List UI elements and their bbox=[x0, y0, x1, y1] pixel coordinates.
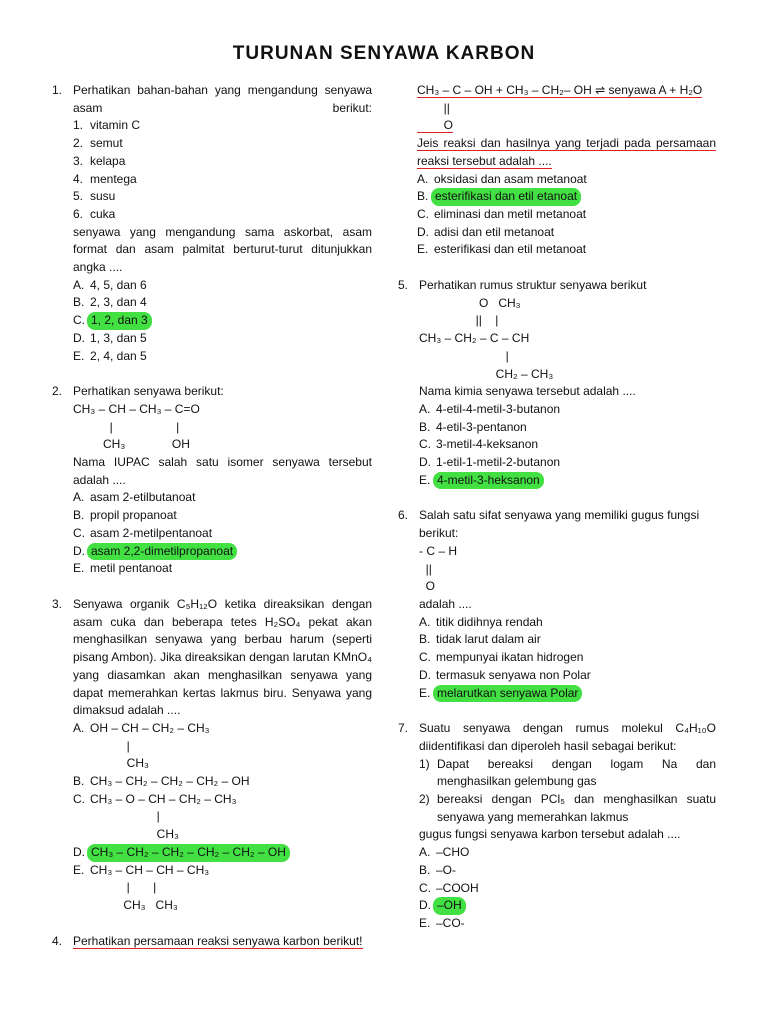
equation-line: CH₃ – C – OH + CH₃ – CH₂– OH ⇌ senyawa A + H₂O bbox=[417, 83, 703, 97]
option-e[interactable] bbox=[419, 472, 716, 490]
list-item bbox=[419, 791, 716, 826]
option-key: E. bbox=[73, 348, 85, 363]
option-key: A. bbox=[419, 845, 431, 860]
question-text: gugus fungsi senyawa karbon tersebut adalah .... bbox=[419, 827, 681, 842]
option-text: 1-etil-1-metil-2-butanon bbox=[436, 455, 561, 470]
question-text: senyawa yang mengandung sama askorbat, asam format dan asam palmitat berturut-turut ditunjukkan angka .... bbox=[73, 224, 372, 275]
option-b[interactable] bbox=[419, 631, 716, 649]
option-key: A. bbox=[419, 614, 431, 629]
option-text: esterifikasi dan etil metanoat bbox=[434, 242, 587, 257]
option-text: bereaksi dengan PCl₅ dan menghasilkan suatu senyawa yang memerahkan lakmus bbox=[437, 792, 716, 824]
answer-options bbox=[73, 277, 372, 366]
option-b[interactable] bbox=[73, 507, 372, 525]
option-text: titik didihnya rendah bbox=[436, 614, 543, 629]
option-d[interactable] bbox=[419, 454, 716, 472]
option-key: D. bbox=[417, 224, 429, 239]
option-key: B. bbox=[419, 632, 431, 647]
option-key: 4. bbox=[73, 171, 84, 186]
answer-options bbox=[73, 489, 372, 578]
option-text: metil pentanoat bbox=[90, 561, 173, 576]
reaction-equation bbox=[417, 82, 716, 100]
question-text: Nama IUPAC salah satu isomer senyawa tersebut adalah .... bbox=[73, 455, 372, 487]
option-a[interactable] bbox=[417, 171, 716, 189]
option-text: kelapa bbox=[90, 153, 126, 168]
option-key: E. bbox=[419, 472, 431, 487]
question-number: 1. bbox=[52, 83, 63, 97]
question-1 bbox=[52, 82, 372, 365]
option-b[interactable] bbox=[73, 773, 372, 791]
option-b[interactable] bbox=[73, 294, 372, 312]
option-key: 3. bbox=[73, 153, 84, 168]
question-stem: Suatu senyawa dengan rumus molekul C₄H₁₀O diidentifikasi dan diperoleh hasil sebagai berikut: bbox=[419, 721, 716, 753]
answer-options bbox=[417, 171, 716, 260]
option-text: mempunyai ikatan hidrogen bbox=[436, 650, 584, 665]
option-e[interactable] bbox=[417, 241, 716, 259]
underlined-question: Jeis reaksi dan hasilnya yang terjadi pada persamaan reaksi tersebut adalah .... bbox=[417, 136, 716, 168]
option-key: 6. bbox=[73, 206, 84, 221]
question-7 bbox=[398, 720, 716, 932]
option-key: A. bbox=[419, 401, 431, 416]
option-text: oksidasi dan asam metanoat bbox=[434, 171, 587, 186]
option-a[interactable] bbox=[73, 489, 372, 507]
option-key: D. bbox=[419, 455, 431, 470]
option-text: 1, 3, dan 5 bbox=[90, 330, 147, 345]
option-key: E. bbox=[73, 862, 85, 877]
question-stem: Perhatikan senyawa berikut: bbox=[73, 384, 224, 399]
option-c[interactable] bbox=[419, 436, 716, 454]
option-c[interactable] bbox=[419, 649, 716, 667]
option-key: D. bbox=[73, 844, 85, 859]
highlighted-answer: 4-metil-3-heksanon bbox=[433, 472, 544, 490]
question-4 bbox=[52, 933, 372, 951]
option-key: B. bbox=[419, 419, 431, 434]
option-key: C. bbox=[419, 880, 431, 895]
question-3 bbox=[52, 596, 372, 915]
option-text: cuka bbox=[90, 206, 116, 221]
list-item bbox=[419, 756, 716, 791]
option-text: Dapat bereaksi dengan logam Na dan menghasilkan gelembung gas bbox=[437, 756, 716, 789]
option-e[interactable] bbox=[419, 685, 716, 703]
option-b[interactable] bbox=[419, 862, 716, 880]
option-text: adisi dan etil metanoat bbox=[434, 224, 555, 239]
highlighted-answer: esterifikasi dan etil etanoat bbox=[431, 188, 581, 206]
list-item bbox=[73, 206, 372, 224]
option-text: CH₃ – O – CH – CH₂ – CH₃ | CH₃ bbox=[90, 791, 237, 842]
option-text: 2, 3, dan 4 bbox=[90, 295, 147, 310]
source-list bbox=[73, 117, 372, 223]
option-key: 1) bbox=[419, 756, 430, 771]
answer-options bbox=[419, 401, 716, 490]
question-stem: Perhatikan rumus struktur senyawa berikut bbox=[419, 278, 647, 293]
option-text: asam 2-etilbutanoat bbox=[90, 490, 196, 505]
option-text: 4-etil-3-pentanon bbox=[436, 419, 527, 434]
option-text: –COOH bbox=[436, 880, 479, 895]
functional-group: - C – H || O bbox=[419, 543, 458, 594]
option-key: B. bbox=[73, 295, 85, 310]
double-bond: || bbox=[417, 100, 450, 115]
option-text: vitamin C bbox=[90, 118, 141, 133]
option-key: C. bbox=[417, 206, 429, 221]
option-c[interactable] bbox=[73, 312, 372, 330]
option-key: C. bbox=[73, 791, 85, 806]
option-key: 5. bbox=[73, 189, 84, 204]
question-4-continued bbox=[398, 82, 716, 259]
question-stem bbox=[73, 82, 372, 117]
option-text: mentega bbox=[90, 171, 137, 186]
option-key: D. bbox=[419, 898, 431, 913]
question-6 bbox=[398, 507, 716, 702]
option-a[interactable] bbox=[419, 614, 716, 632]
option-text: susu bbox=[90, 189, 116, 204]
option-key: C. bbox=[419, 650, 431, 665]
question-number: 4. bbox=[52, 933, 63, 948]
option-text: 2, 4, dan 5 bbox=[90, 348, 147, 363]
question-stem bbox=[73, 933, 372, 951]
option-key: E. bbox=[419, 685, 431, 700]
question-text: Nama kimia senyawa tersebut adalah .... bbox=[419, 384, 636, 399]
question-number: 5. bbox=[398, 278, 409, 293]
option-text: propil propanoat bbox=[90, 508, 177, 523]
option-text: 4-etil-4-metil-3-butanon bbox=[436, 401, 561, 416]
option-key: C. bbox=[73, 525, 85, 540]
option-key: E. bbox=[73, 561, 85, 576]
option-a[interactable] bbox=[73, 720, 372, 773]
structure-formula: CH₃ – CH – CH₃ – C=O | | CH₃ OH bbox=[73, 401, 200, 452]
option-text: –CHO bbox=[436, 845, 470, 860]
option-key: E. bbox=[419, 915, 431, 930]
right-column bbox=[398, 82, 716, 933]
option-b[interactable] bbox=[417, 188, 716, 206]
list-item bbox=[73, 153, 372, 171]
option-key: A. bbox=[73, 277, 85, 292]
option-key: D. bbox=[419, 667, 431, 682]
highlighted-answer: –OH bbox=[433, 897, 466, 915]
option-a[interactable] bbox=[73, 277, 372, 295]
option-text: CH₃ – CH₂ – CH₂ – CH₂ – OH bbox=[90, 774, 250, 789]
facts-list bbox=[419, 756, 716, 827]
option-key: 2. bbox=[73, 136, 84, 151]
structure-formula: O CH₃ || | CH₃ – CH₂ – C – CH | CH₂ – CH₃ bbox=[419, 295, 554, 381]
option-c[interactable] bbox=[73, 791, 372, 844]
highlighted-answer: 1, 2, dan 3 bbox=[87, 312, 152, 330]
option-d[interactable] bbox=[73, 543, 372, 561]
list-item bbox=[73, 135, 372, 153]
option-c[interactable] bbox=[419, 880, 716, 898]
page-title: TURUNAN SENYAWA KARBON bbox=[232, 43, 536, 64]
option-e[interactable] bbox=[73, 560, 372, 578]
option-key: D. bbox=[73, 330, 85, 345]
option-text: –CO- bbox=[436, 915, 465, 930]
option-d[interactable] bbox=[419, 667, 716, 685]
option-key: A. bbox=[417, 171, 429, 186]
highlighted-answer: CH₃ – CH₂ – CH₂ – CH₂ – CH₂ – OH bbox=[87, 844, 290, 862]
question-5 bbox=[398, 277, 716, 489]
option-e[interactable] bbox=[419, 915, 716, 933]
option-key: A. bbox=[73, 720, 85, 735]
option-d[interactable] bbox=[73, 844, 372, 862]
underlined-stem: Perhatikan persamaan reaksi senyawa karbon berikut! bbox=[73, 933, 363, 948]
option-text: tidak larut dalam air bbox=[436, 632, 541, 647]
left-column bbox=[52, 82, 372, 950]
option-key: 1. bbox=[73, 118, 84, 133]
list-item bbox=[73, 188, 372, 206]
question-stem: Senyawa organik C₅H₁₂O ketika direaksikan dengan asam cuka dan beberapa tetes H₂SO₄ pekat akan menghasilkan senyawa yang berbau harum (seperti pisang Ambon). Jika direaksikan dengan larutan KMnO₄ yang diasamkan akan menghasilkan senyawa yang dapat memerahkan kertas lakmus biru. Senyawa yang dimaksud adalah .... bbox=[73, 596, 372, 718]
option-text: CH₃ – CH – CH – CH₃ | | CH₃ CH₃ bbox=[90, 862, 210, 912]
option-text: –O- bbox=[436, 862, 457, 877]
stem-line: Perhatikan bahan-bahan yang mengandung senyawa asam berikut: bbox=[73, 83, 372, 115]
question-number: 7. bbox=[398, 721, 409, 736]
option-key: A. bbox=[73, 490, 85, 505]
option-key: B. bbox=[419, 862, 431, 877]
answer-options bbox=[419, 614, 716, 703]
question-text: adalah .... bbox=[419, 596, 472, 611]
option-c[interactable] bbox=[417, 206, 716, 224]
option-text: termasuk senyawa non Polar bbox=[436, 667, 591, 682]
question-stem: Salah satu sifat senyawa yang memiliki gugus fungsi berikut: bbox=[419, 508, 700, 541]
option-key: C. bbox=[73, 313, 85, 328]
option-e[interactable] bbox=[73, 348, 372, 366]
option-text: 3-metil-4-keksanon bbox=[436, 437, 539, 452]
option-text: OH – CH – CH₂ – CH₃ | CH₃ bbox=[90, 720, 210, 771]
option-key: B. bbox=[417, 189, 429, 204]
option-e[interactable] bbox=[73, 862, 372, 915]
list-item bbox=[73, 171, 372, 189]
option-key: D. bbox=[73, 543, 85, 558]
option-key: C. bbox=[419, 437, 431, 452]
option-d[interactable] bbox=[417, 224, 716, 242]
question-number: 6. bbox=[398, 508, 409, 523]
question-number: 3. bbox=[52, 596, 63, 611]
option-d[interactable] bbox=[73, 330, 372, 348]
highlighted-answer: asam 2,2-dimetilpropanoat bbox=[87, 543, 237, 561]
oxygen-atom: O bbox=[417, 118, 454, 133]
option-a[interactable] bbox=[419, 401, 716, 419]
option-text: 4, 5, dan 6 bbox=[90, 277, 147, 292]
option-text: eliminasi dan metil metanoat bbox=[434, 206, 587, 221]
highlighted-answer: melarutkan senyawa Polar bbox=[433, 685, 582, 703]
answer-options bbox=[73, 720, 372, 915]
option-text: semut bbox=[90, 136, 123, 151]
option-key: B. bbox=[73, 508, 85, 523]
option-a[interactable] bbox=[419, 844, 716, 862]
option-text: asam 2-metilpentanoat bbox=[90, 525, 213, 540]
option-c[interactable] bbox=[73, 525, 372, 543]
answer-options bbox=[419, 844, 716, 933]
option-key: B. bbox=[73, 774, 85, 789]
list-item bbox=[73, 117, 372, 135]
question-2 bbox=[52, 383, 372, 578]
option-key: 2) bbox=[419, 792, 430, 807]
option-key: E. bbox=[417, 242, 429, 257]
question-text bbox=[417, 135, 716, 170]
question-number: 2. bbox=[52, 384, 63, 399]
option-b[interactable] bbox=[419, 419, 716, 437]
option-d[interactable] bbox=[419, 897, 716, 915]
